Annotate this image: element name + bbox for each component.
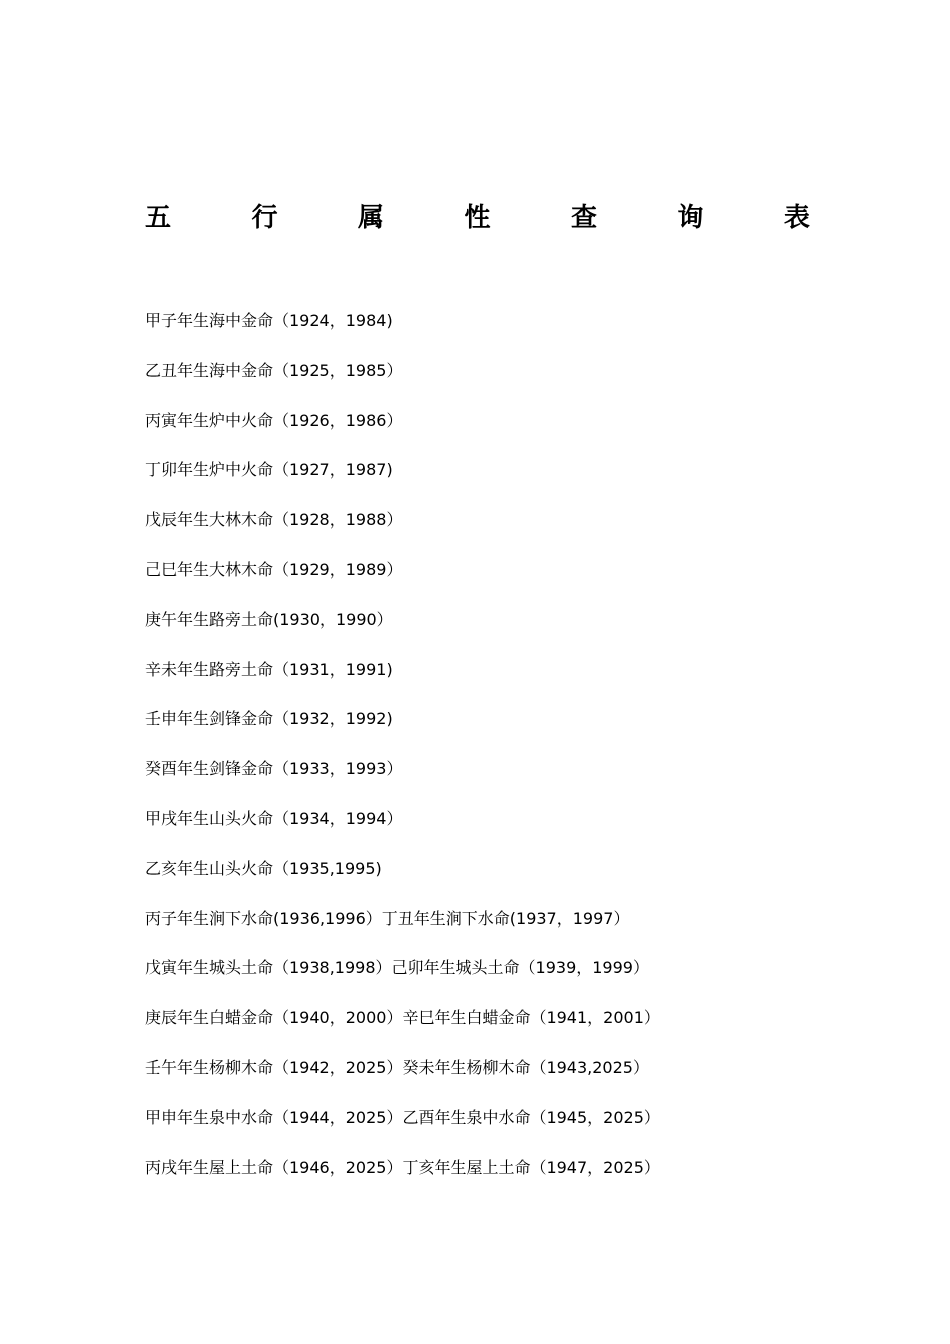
list-item: 丙戌年生屋上土命（1946，2025）丁亥年生屋上土命（1947，2025）	[145, 1157, 660, 1177]
list-item: 癸酉年生剑锋金命（1933，1993）	[145, 759, 403, 779]
list-item: 壬申年生剑锋金命（1932，1992)	[145, 709, 393, 729]
title-char: 查	[570, 203, 597, 233]
list-item: 甲申年生泉中水命（1944，2025）乙酉年生泉中水命（1945，2025）	[145, 1107, 660, 1127]
list-item: 丙寅年生炉中火命（1926，1986）	[145, 410, 403, 430]
list-item: 庚辰年生白蜡金命（1940，2000）辛巳年生白蜡金命（1941，2001）	[145, 1008, 660, 1028]
list-item: 辛未年生路旁土命（1931，1991)	[145, 659, 393, 679]
title-char: 行	[251, 203, 278, 233]
title-char: 表	[783, 203, 810, 233]
title-char: 询	[677, 203, 704, 233]
five-elements-list	[145, 310, 905, 1206]
title-char: 五	[145, 203, 172, 233]
title-char: 性	[464, 203, 491, 233]
list-item: 壬午年生杨柳木命（1942，2025）癸未年生杨柳木命（1943,2025）	[145, 1057, 649, 1077]
list-item: 乙亥年生山头火命（1935,1995)	[145, 858, 382, 878]
list-item: 丁卯年生炉中火命（1927，1987)	[145, 460, 393, 480]
page-title	[145, 202, 810, 234]
list-item: 庚午年生路旁土命(1930，1990）	[145, 609, 393, 629]
list-item: 戊寅年生城头土命（1938,1998）己卯年生城头土命（1939，1999）	[145, 958, 649, 978]
list-item: 戊辰年生大林木命（1928，1988）	[145, 510, 403, 530]
list-item: 丙子年生涧下水命(1936,1996）丁丑年生涧下水命(1937，1997）	[145, 908, 630, 928]
list-item: 乙丑年生海中金命（1925，1985）	[145, 360, 403, 380]
title-char: 属	[357, 203, 384, 233]
list-item: 甲戌年生山头火命（1934，1994）	[145, 808, 403, 828]
list-item: 己巳年生大林木命（1929，1989）	[145, 559, 403, 579]
list-item: 甲子年生海中金命（1924，1984)	[145, 311, 393, 330]
